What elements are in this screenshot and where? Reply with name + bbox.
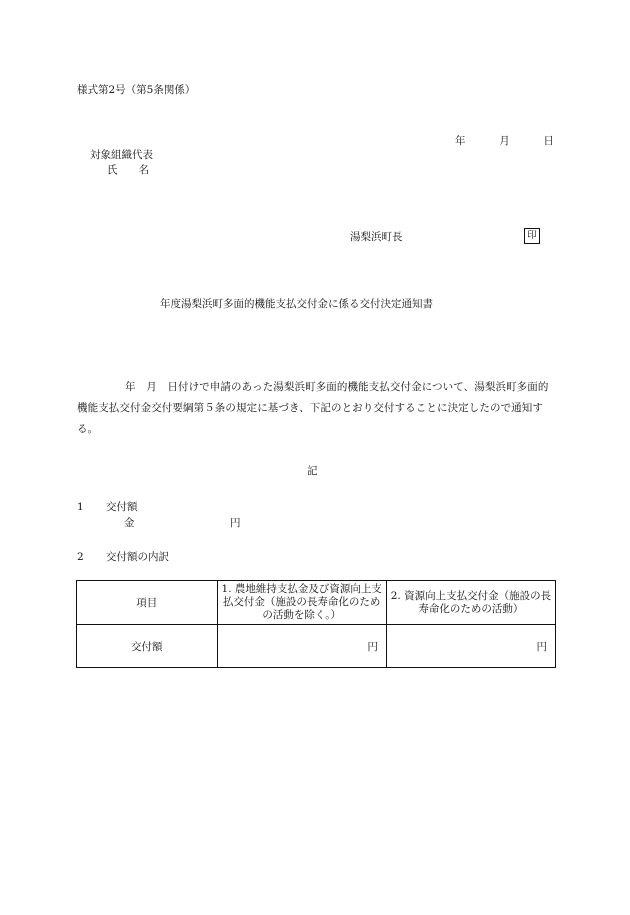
body-paragraph: 年 月 日付けで申請のあった湯梨浜町多面的機能支払交付金について、湯梨浜町多面的機能支払交付金交付要綱第５条の規定に基づき、下記のとおり交付することに決定したので通知する。	[77, 381, 549, 435]
addressee-org: 対象組織代表	[90, 149, 153, 161]
amount-prefix: 金	[124, 517, 135, 529]
row-col2-amount: 円	[386, 625, 555, 668]
addressee-name: 氏 名	[107, 164, 149, 176]
header-col1: 1. 農地維持支払金及び資源向上支払交付金（施設の長寿命化のための活動を除く。）	[217, 581, 386, 625]
date-day: 日	[543, 135, 554, 147]
section1-label: 交付額	[106, 501, 138, 513]
breakdown-table	[76, 580, 556, 668]
amount-unit: 円	[230, 517, 241, 529]
date-year: 年	[455, 135, 466, 147]
date-line	[455, 135, 554, 148]
issuer-name: 湯梨浜町長	[350, 231, 403, 243]
table-header-row	[77, 581, 556, 625]
row-col1-amount: 円	[217, 625, 386, 668]
header-col2: 2. 資源向上支払交付金（施設の長寿命化のための活動）	[386, 581, 555, 625]
section2-label: 交付額の内訳	[106, 551, 169, 563]
section2-number: 2	[77, 551, 84, 563]
seal-mark: 印	[524, 228, 540, 244]
section1-number: 1	[77, 501, 84, 513]
form-number: 様式第2号（第5条関係）	[77, 84, 196, 96]
header-item: 項目	[77, 581, 218, 625]
row-label: 交付額	[77, 625, 218, 668]
date-month: 月	[499, 135, 510, 147]
document-title: 年度湯梨浜町多面的機能支払交付金に係る交付決定通知書	[160, 298, 433, 310]
table-row	[77, 625, 556, 668]
ki-heading: 記	[307, 465, 318, 477]
